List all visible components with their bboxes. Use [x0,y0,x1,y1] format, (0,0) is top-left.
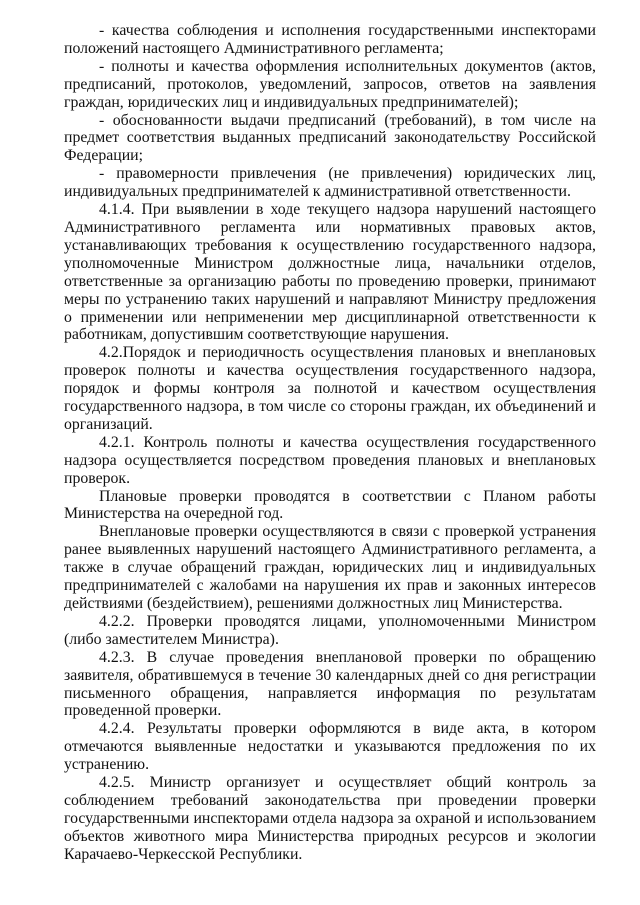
paragraph-4-2-3: 4.2.3. В случае проведения внеплановой проверки по обращению заявителя, обратившемуся в течение 30 календарных дней со дня регистрации письменного обращения, направляется информация по результатам проведенной проверки. [64,648,596,720]
paragraph-4-2-5: 4.2.5. Министр организует и осуществляет общий контроль за соблюдением требований законодательства при проведении проверки государственными инспекторами отдела надзора за охраной и использованием объектов животного мира Министерства природных ресурсов и экологии Карачаево-Черкесской Республики. [64,774,596,863]
paragraph-bullet-documents-quality: - полноты и качества оформления исполнительных документов (актов, предписаний, протоколов, уведомлений, запросов, ответов на заявления граждан, юридических лиц и индивидуальных предпринимателей); [64,57,596,111]
paragraph-bullet-liability-lawfulness: - правомерности привлечения (не привлечения) юридических лиц, индивидуальных предпринимателей к административной ответственности. [64,165,596,201]
paragraph-bullet-orders-validity: - обоснованности выдачи предписаний (требований), в том числе на предмет соответствия выданных предписаний законодательству Российской Федерации; [64,111,596,165]
paragraph-4-2-1: 4.2.1. Контроль полноты и качества осуществления государственного надзора осуществляется посредством проведения плановых и внеплановых проверок. [64,433,596,487]
paragraph-4-2-4: 4.2.4. Результаты проверки оформляются в виде акта, в котором отмечаются выявленные недостатки и указываются предложения по их устранению. [64,720,596,774]
paragraph-4-2: 4.2.Порядок и периодичность осуществления плановых и внеплановых проверок полноты и качества осуществления государственного надзора, порядок и формы контроля за полнотой и качеством осуществления государственного надзора, в том числе со стороны граждан, их объединений и организаций. [64,344,596,433]
paragraph-4-2-2: 4.2.2. Проверки проводятся лицами, уполномоченными Министром (либо заместителем Министра). [64,612,596,648]
document-page [64,22,596,864]
paragraph-bullet-inspector-compliance: - качества соблюдения и исполнения государственными инспекторами положений настоящего Административного регламента; [64,22,596,57]
paragraph-4-1-4: 4.1.4. При выявлении в ходе текущего надзора нарушений настоящего Административного регламента или нормативных правовых актов, устанавливающих требования к осуществлению государственного надзора, уполномоченные Министром должностные лица, начальники отделов, ответственные за организацию работы по проведению проверки, принимают меры по устранению таких нарушений и направляют Министру предложения о применении или неприменении мер дисциплинарной ответственности к работникам, допустившим соответствующие нарушения. [64,201,596,344]
paragraph-planned-inspections: Плановые проверки проводятся в соответствии с Планом работы Министерства на очередной год. [64,487,596,523]
paragraph-unplanned-inspections: Внеплановые проверки осуществляются в связи с проверкой устранения ранее выявленных нарушений настоящего Административного регламента, а также в случае обращений граждан, юридических лиц и индивидуальных предпринимателей с жалобами на нарушения их прав и законных интересов действиями (бездействием), решениями должностных лиц Министерства. [64,523,596,612]
